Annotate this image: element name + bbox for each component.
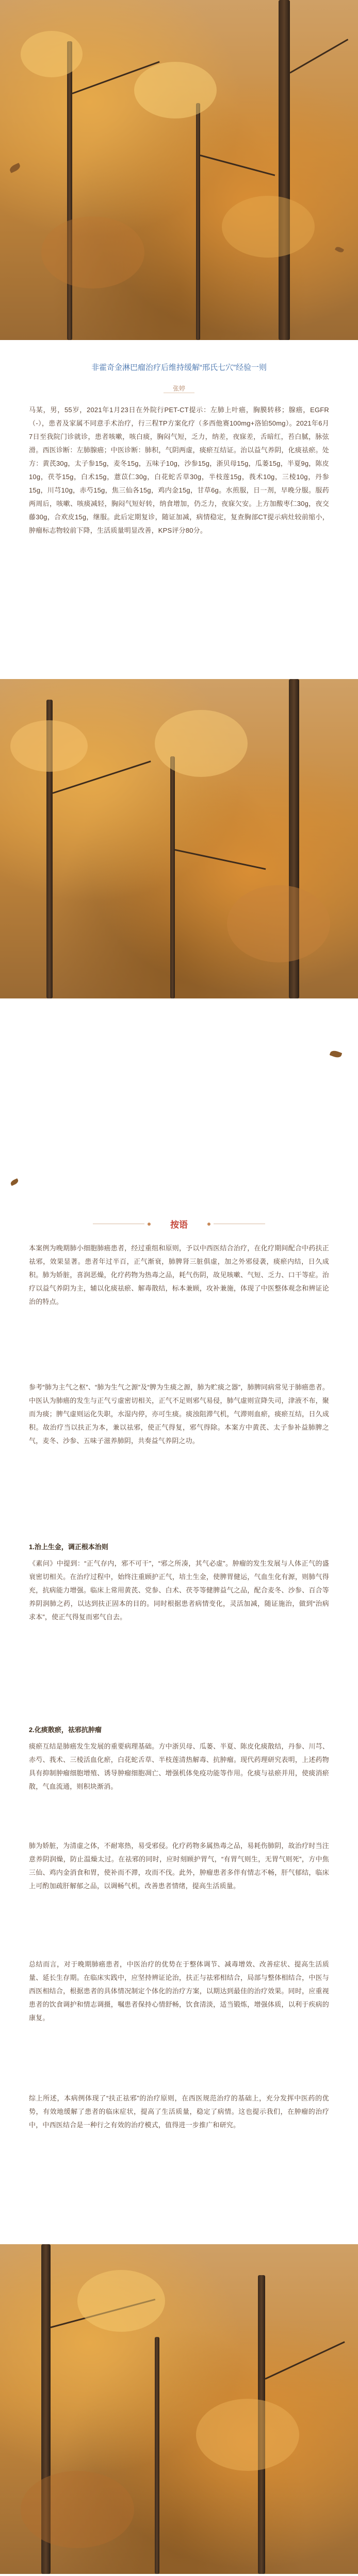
middle-photo (0, 679, 358, 998)
leaf-decoration-icon (330, 1049, 343, 1059)
commentary-paragraph: 总结而言，对于晚期肺癌患者，中医治疗的优势在于整体调节、减毒增效、改善症状、提高生活质量、延长生存期。在临床实践中，应坚持辨证论治，扶正与祛邪相结合，局部与整体相结合，中医与西医相结合，根据患者的具体情况制定个体化的治疗方案，以期达到最佳的治疗效果。同时，应重视患者的饮食调护和情志调摄，嘱患者保持心情舒畅，饮食清淡，适当锻炼，增强体质，以利于疾病的康复。 (29, 1960, 329, 2022)
subheading: 2.化痰散瘀，祛邪抗肿瘤 (29, 1726, 102, 1734)
section-label: 按语 (170, 1220, 188, 1230)
section-heading (0, 1213, 358, 1234)
commentary-paragraph: 本案例为晚期肺小细胞肺癌患者，经过重组和原则，予以中西医结合治疗，在化疗期间配合中药扶正祛邪，效果显著。患者年过半百，正气渐衰，肺脾肾三脏俱虚，加之外邪侵袭，痰瘀内结，日久成积。肺为娇脏，喜润恶燥，化疗药物为热毒之品，耗气伤阴，故见咳嗽、气短、乏力、口干等症。治疗以益气养阴为主，辅以化痰祛瘀、解毒散结，标本兼顾，攻补兼施，体现了中医整体观念和辨证论治的特点。 (29, 1244, 329, 1306)
commentary-paragraph: 参考“肺为主气之枢”、“肺为生气之源”及“脾为生痰之源，肺为贮痰之器”，肺脾同病常见于肺癌患者。中医认为肺癌的发生与正气亏虚密切相关，正气不足则邪气易侵，肺气虚则宣降失司，津液不布，聚而为痰；脾气虚则运化失职，水湿内停，亦可生痰。痰浊阻滞气机，气滞则血瘀，痰瘀互结，日久成积。故治疗当以扶正为本，兼以祛邪，使正气得复，邪气得除。本案方中黄芪、太子参补益肺脾之气，麦冬、沙参、五味子滋养肺阴，共奏益气养阴之功。 (29, 1383, 329, 1445)
leaf-decoration-icon (10, 1178, 19, 1186)
article-title: 非霍奇金淋巴瘤治疗后维持缓解“邢氏七穴”经验一则 (91, 363, 267, 372)
subheading: 1.治上生金，调正根本治则 (29, 1543, 108, 1551)
bottom-photo (0, 2244, 358, 2574)
commentary-paragraph: 肺为娇脏，为清虚之体，不耐寒热，易受邪侵。化疗药物多属热毒之品，易耗伤肺阴，故治疗时当注意养阴润燥，防止温燥太过。在祛邪的同时，应时刻顾护胃气，“有胃气则生，无胃气则死”，方中焦三仙、鸡内金消食和胃，使补而不滞，攻而不伐。此外，肿瘤患者多伴有情志不畅，肝气郁结，临床上可酌加疏肝解郁之品，以调畅气机，改善患者情绪，提高生活质量。 (29, 1842, 329, 1890)
case-report-paragraph: 马某，男，55岁，2021年1月23日在外院行PET-CT提示：左肺上叶癌，胸膜转移；腺癌，EGFR（-），患者及家属不同意手术治疗，行三程TP方案化疗（多西他赛100mg+洛铂50mg）。2021年6月7日至我院门诊就诊，患者咳嗽，咳白痰，胸闷气短，乏力，纳差，夜寐差，舌暗红，苔白腻，脉弦滑。西医诊断：左肺腺癌；中医诊断：肺积，气阴两虚，痰瘀互结证。治以益气养阴，化痰祛瘀。处方：黄芪30g，太子参15g，麦冬15g，五味子10g，沙参15g，浙贝母15g，瓜蒌15g，半夏9g，陈皮10g，茯苓15g，白术15g，薏苡仁30g，白花蛇舌草30g，半枝莲15g，莪术10g，三棱10g，丹参15g，川芎10g，赤芍15g，焦三仙各15g，鸡内金15g，甘草6g。水煎服，日一剂，早晚分服。服药两周后，咳嗽、咳痰减轻，胸闷气短好转，纳食增加，仍乏力，夜寐欠安。上方加酸枣仁30g，夜交藤30g，合欢皮15g，继服。此后定期复诊，随证加减，病情稳定，复查胸部CT提示病灶较前缩小，肿瘤标志物较前下降，生活质量明显改善，KPS评分80分。 (29, 406, 329, 534)
commentary-paragraph: 《素问》中提到：“正气存内，邪不可干”，“邪之所凑，其气必虚”。肿瘤的发生发展与人体正气的盛衰密切相关。在治疗过程中，始终注重顾护正气，培土生金，使脾胃健运，气血生化有源，则肺气得充，抗病能力增强。临床上常用黄芪、党参、白术、茯苓等健脾益气之品，配合麦冬、沙参、百合等养阴润肺之药，以达到扶正固本的目的。同时根据患者病情变化，灵活加减，随证施治，做到“治病求本”，使正气得复而邪气自去。 (29, 1560, 329, 1621)
article-author: 张婷 (172, 385, 185, 392)
commentary-paragraph: 痰瘀互结是肺癌发生发展的重要病理基础。方中浙贝母、瓜蒌、半夏、陈皮化痰散结，丹参、川芎、赤芍、莪术、三棱活血化瘀，白花蛇舌草、半枝莲清热解毒、抗肿瘤。现代药理研究表明，上述药物具有抑制肿瘤细胞增殖、诱导肿瘤细胞凋亡、增强机体免疫功能等作用。化痰与祛瘀并用，使痰消瘀散，气血流通，则积块渐消。 (29, 1742, 329, 1790)
header-photo (0, 0, 358, 340)
commentary-paragraph: 综上所述，本病例体现了“扶正祛邪”的治疗原则，在西医规范治疗的基础上，充分发挥中医药的优势，有效地缓解了患者的临床症状，提高了生活质量，稳定了病情。这也提示我们，在肿瘤的治疗中，中西医结合是一种行之有效的治疗模式，值得进一步推广和研究。 (29, 2094, 329, 2129)
